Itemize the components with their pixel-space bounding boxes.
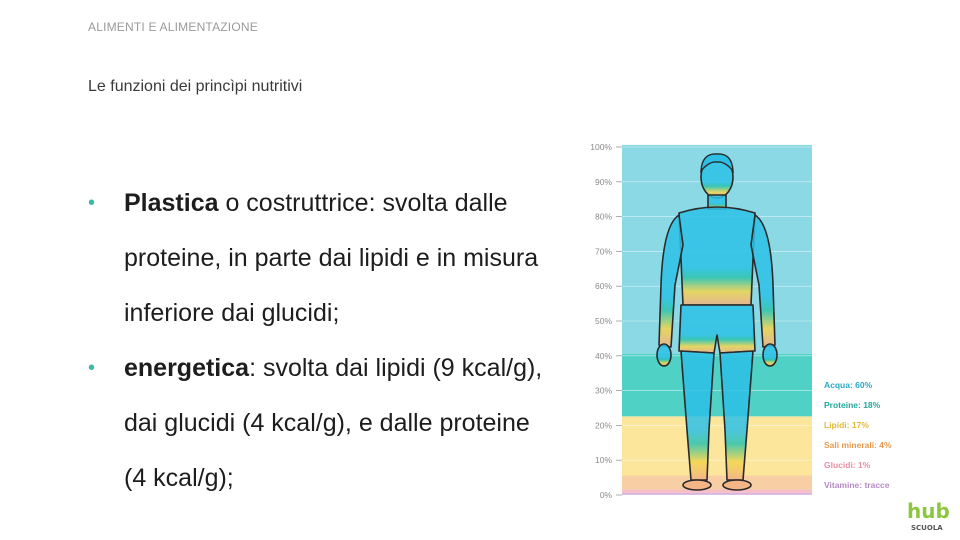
tick-label: 0% [599, 490, 612, 500]
tick-label: 70% [594, 246, 612, 257]
legend-entry: Vitamine: tracce [824, 480, 890, 490]
body-composition-figure [580, 135, 920, 500]
bullet-item-energetica [88, 341, 558, 506]
tick-label: 90% [594, 176, 612, 187]
hub-scuola-logo [905, 496, 950, 536]
logo-sub-text: SCUOLA [911, 524, 943, 532]
tick-label: 50% [594, 316, 612, 326]
bullet-symbol: • [88, 192, 96, 214]
tick-label: 30% [594, 385, 612, 396]
body-torso [679, 207, 755, 305]
bullet-item-plastica [88, 176, 558, 341]
composition-band [622, 489, 812, 492]
bullet-term: energetica [124, 354, 250, 382]
legend-entry: Proteine: 18% [824, 400, 881, 410]
composition-band [622, 493, 812, 495]
bullet-term: Plastica [124, 189, 219, 217]
bullet-list [88, 176, 558, 506]
page-title: Le funzioni dei princìpi nutritivi [88, 78, 303, 95]
bullet-text: : svolta dai lipidi (9 kcal/g), dai glucidi (4 kcal/g), e dalle proteine (4 kcal/g); [124, 354, 543, 492]
tick-label: 20% [594, 420, 612, 431]
body-left-hand [657, 344, 671, 366]
tick-label: 60% [594, 281, 612, 292]
legend-entry: Lipidi: 17% [824, 420, 869, 430]
legend-entry: Acqua: 60% [824, 380, 873, 390]
composition-band [622, 354, 812, 417]
section-topic: ALIMENTI E ALIMENTAZIONE [88, 20, 258, 34]
body-right-foot [723, 480, 751, 490]
legend-entry: Sali minerali: 4% [824, 440, 892, 450]
tick-label: 80% [594, 211, 612, 222]
body-left-foot [683, 480, 711, 490]
tick-label: 10% [594, 455, 612, 466]
bullet-text: o costruttrice: svolta dalle proteine, in parte dai lipidi e in misura inferiore dai glucidi; [124, 189, 539, 327]
logo-main-text: hub [907, 499, 950, 523]
bullet-symbol: • [88, 357, 96, 379]
legend-entry: Glucidi: 1% [824, 460, 871, 470]
composition-band [622, 476, 812, 490]
tick-label: 40% [594, 350, 612, 361]
tick-label: 100% [590, 142, 612, 152]
body-right-hand [763, 344, 777, 366]
